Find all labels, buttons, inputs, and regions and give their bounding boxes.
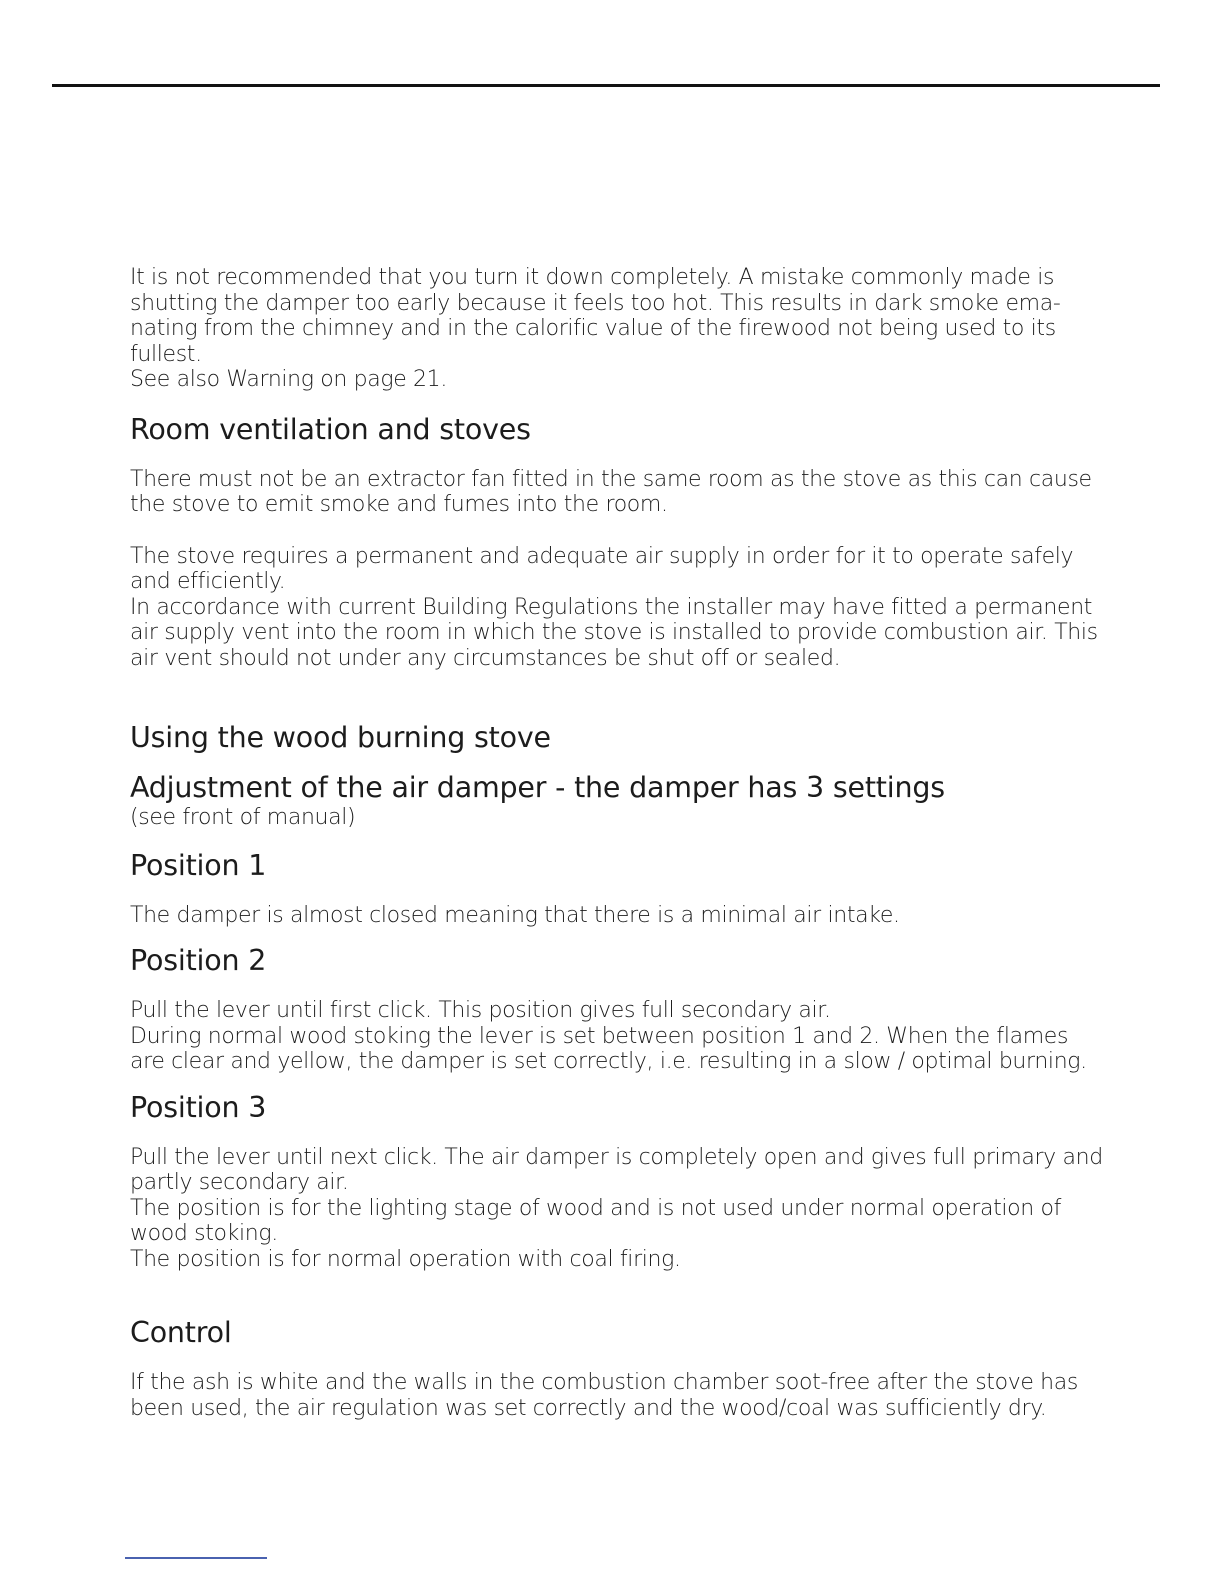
position-1-text bbox=[130, 903, 1120, 929]
text-line: The position is for normal operation with coal firing. bbox=[130, 1246, 681, 1272]
heading-position-3: Position 3 bbox=[130, 1090, 267, 1124]
text-line: Pull the lever until first click. This position gives full secondary air. bbox=[130, 998, 831, 1023]
ventilation-paragraph-1 bbox=[130, 467, 1120, 518]
text-line: are clear and yellow, the damper is set correctly, i.e. resulting in a slow / optimal burning. bbox=[130, 1049, 1087, 1074]
text-line: The position is for the lighting stage of wood and is not used under normal operation of bbox=[130, 1195, 1061, 1221]
text-line: shutting the damper too early because it feels too hot. This results in dark smoke ema- bbox=[130, 290, 1061, 316]
section-heading-using: Using the wood burning stove bbox=[130, 721, 551, 754]
text-line: In accordance with current Building Regulations the installer may have fitted a permanent bbox=[130, 594, 1093, 620]
section-heading-ventilation: Room ventilation and stoves bbox=[130, 412, 531, 446]
text-line: air supply vent into the room in which the stove is installed to provide combustion air. This bbox=[130, 620, 1098, 645]
ventilation-paragraph-2 bbox=[130, 544, 1120, 672]
text-line: air vent should not under any circumstances be shut off or sealed. bbox=[130, 645, 841, 671]
heading-position-1: Position 1 bbox=[130, 848, 267, 882]
text-line: There must not be an extractor fan fitted in the same room as the stove as this can cause bbox=[130, 466, 1092, 492]
text-line: partly secondary air. bbox=[130, 1170, 349, 1195]
page-content bbox=[130, 265, 1120, 1421]
text-line: It is not recommended that you turn it down completely. A mistake commonly made is bbox=[130, 265, 1055, 290]
text-line: The stove requires a permanent and adequate air supply in order for it to operate safely bbox=[130, 543, 1074, 569]
intro-paragraph bbox=[130, 265, 1120, 393]
text-line: been used, the air regulation was set correctly and the wood/coal was sufficiently dry. bbox=[130, 1395, 1047, 1421]
manual-note: (see front of manual) bbox=[130, 805, 356, 830]
control-text bbox=[130, 1370, 1120, 1421]
footer-rule bbox=[125, 1557, 267, 1559]
section-heading-control: Control bbox=[130, 1316, 232, 1349]
text-line: The damper is almost closed meaning that there is a minimal air intake. bbox=[130, 902, 900, 928]
text-line: During normal wood stoking the lever is set between position 1 and 2. When the flames bbox=[130, 1023, 1069, 1049]
text-line: fullest. bbox=[130, 341, 202, 367]
text-line: and efficiently. bbox=[130, 569, 286, 594]
text-line: Pull the lever until next click. The air damper is completely open and gives full primary and bbox=[130, 1144, 1103, 1170]
position-2-text bbox=[130, 998, 1120, 1075]
text-line: wood stoking. bbox=[130, 1221, 278, 1246]
text-line: nating from the chimney and in the calorific value of the firewood not being used to its bbox=[130, 316, 1056, 341]
heading-position-2: Position 2 bbox=[130, 944, 267, 977]
subheading-air-damper: Adjustment of the air damper - the damper has 3 settings bbox=[130, 771, 945, 804]
text-line: If the ash is white and the walls in the combustion chamber soot-free after the stove has bbox=[130, 1370, 1079, 1395]
position-3-text bbox=[130, 1145, 1120, 1273]
text-line: See also Warning on page 21. bbox=[130, 367, 447, 392]
text-line: the stove to emit smoke and fumes into the room. bbox=[130, 492, 668, 517]
header-rule bbox=[52, 84, 1160, 87]
